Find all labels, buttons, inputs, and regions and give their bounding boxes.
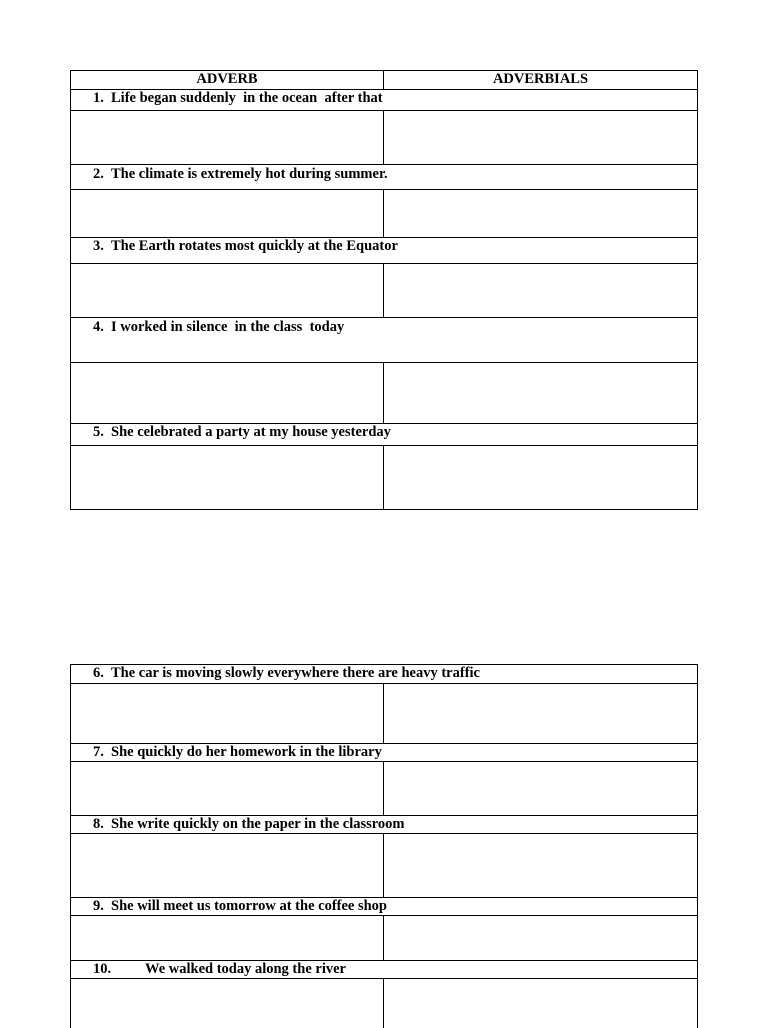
answer-adverb-cell-8[interactable]: [71, 834, 384, 897]
answer-row-1: [71, 110, 697, 164]
answer-adverb-cell-1[interactable]: [71, 111, 384, 164]
answer-adverbials-cell-4[interactable]: [384, 363, 697, 423]
answer-adverbials-cell-8[interactable]: [384, 834, 697, 897]
question-4: [71, 318, 344, 362]
answer-adverbials-cell-7[interactable]: [384, 762, 697, 815]
question-text: She will meet us tomorrow at the coffee shop: [111, 898, 387, 914]
question-row-9: [71, 897, 697, 915]
question-10: [71, 961, 346, 978]
answer-row-5: [71, 445, 697, 509]
question-8: [71, 816, 405, 833]
answer-adverbials-cell-6[interactable]: [384, 684, 697, 743]
answer-adverb-cell-2[interactable]: [71, 190, 384, 237]
question-number: 8.: [93, 816, 104, 832]
question-text: The Earth rotates most quickly at the Equator: [111, 238, 398, 254]
question-6: [71, 665, 480, 683]
question-text: The car is moving slowly everywhere there are heavy traffic: [111, 665, 480, 681]
question-number: 4.: [93, 319, 104, 335]
question-text: The climate is extremely hot during summer.: [111, 166, 388, 182]
question-row-10: [71, 960, 697, 978]
answer-adverb-cell-5[interactable]: [71, 446, 384, 509]
question-9: [71, 898, 387, 915]
question-row-3: [71, 237, 697, 263]
question-row-4: [71, 317, 697, 362]
question-number: 5.: [93, 424, 104, 440]
answer-row-3: [71, 263, 697, 317]
question-text: Life began suddenly in the ocean after that: [111, 90, 383, 106]
question-row-2: [71, 164, 697, 189]
answer-row-8: [71, 833, 697, 897]
answer-adverb-cell-7[interactable]: [71, 762, 384, 815]
table-header-row: [71, 71, 697, 89]
answer-adverbials-cell-5[interactable]: [384, 446, 697, 509]
answer-row-10: [71, 978, 697, 1028]
answer-adverb-cell-3[interactable]: [71, 264, 384, 317]
question-number: 7.: [93, 744, 104, 760]
answer-adverbials-cell-1[interactable]: [384, 111, 697, 164]
answer-adverb-cell-6[interactable]: [71, 684, 384, 743]
adverb-table-1: [70, 70, 698, 510]
answer-adverbials-cell-2[interactable]: [384, 190, 697, 237]
question-row-7: [71, 743, 697, 761]
question-number: 2.: [93, 166, 104, 182]
question-row-5: [71, 423, 697, 445]
answer-row-6: [71, 683, 697, 743]
answer-row-7: [71, 761, 697, 815]
question-7: [71, 744, 382, 761]
question-text: She write quickly on the paper in the classroom: [111, 816, 405, 832]
header-adverbials: ADVERBIALS: [492, 71, 589, 87]
answer-adverb-cell-9[interactable]: [71, 916, 384, 960]
question-number: 9.: [93, 898, 104, 914]
question-1: [71, 90, 383, 110]
question-row-6: [71, 665, 697, 683]
header-adverb: ADVERB: [71, 71, 384, 89]
answer-adverbials-cell-9[interactable]: [384, 916, 697, 960]
answer-row-2: [71, 189, 697, 237]
question-text: She celebrated a party at my house yesterday: [111, 424, 391, 440]
question-text: She quickly do her homework in the library: [111, 744, 382, 760]
answer-adverb-cell-10[interactable]: [71, 979, 384, 1028]
answer-row-4: [71, 362, 697, 423]
question-text: We walked today along the river: [145, 961, 346, 977]
question-number: 1.: [93, 90, 104, 106]
question-5: [71, 424, 391, 445]
question-row-8: [71, 815, 697, 833]
answer-adverbials-cell-3[interactable]: [384, 264, 697, 317]
question-number: 3.: [93, 238, 104, 254]
question-number: 10.: [93, 961, 112, 977]
adverb-table-2: [70, 664, 698, 1028]
question-row-1: [71, 89, 697, 110]
answer-adverb-cell-4[interactable]: [71, 363, 384, 423]
question-text: I worked in silence in the class today: [111, 319, 345, 335]
answer-row-9: [71, 915, 697, 960]
question-2: [71, 165, 388, 189]
question-number: 6.: [93, 665, 104, 681]
answer-adverbials-cell-10[interactable]: [384, 979, 697, 1028]
question-3: [71, 238, 398, 263]
